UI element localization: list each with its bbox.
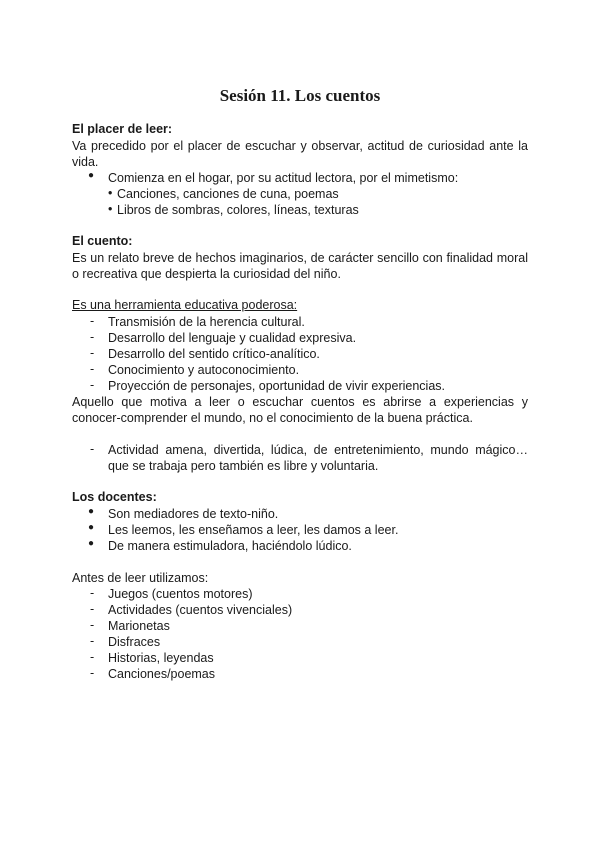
list-item-actividad: Actividad amena, divertida, lúdica, de entretenimiento, mundo mágico… que se trabaja pero también es libre y voluntaria. bbox=[108, 443, 528, 473]
dash-marker: - bbox=[90, 378, 95, 392]
list-item: Proyección de personajes, oportunidad de vivir experiencias. bbox=[108, 379, 445, 393]
list-item: Transmisión de la herencia cultural. bbox=[108, 315, 305, 329]
paragraph-placer: Va precedido por el placer de escuchar y observar, actitud de curiosidad ante la vida. bbox=[72, 139, 528, 169]
list-item: Disfraces bbox=[108, 635, 161, 649]
list-item: Les leemos, les enseñamos a leer, les damos a leer. bbox=[108, 523, 399, 537]
list-item-placer: Comienza en el hogar, por su actitud lectora, por el mimetismo: bbox=[108, 171, 459, 185]
dash-marker: - bbox=[90, 314, 95, 328]
dash-marker: - bbox=[90, 362, 95, 376]
list-item: Son mediadores de texto-niño. bbox=[108, 507, 279, 521]
paragraph-cuento: Es un relato breve de hechos imaginarios, de carácter sencillo con finalidad moral o recreativa que despierta la curiosidad del niño. bbox=[72, 251, 528, 281]
heading-antes: Antes de leer utilizamos: bbox=[72, 571, 209, 585]
heading-placer: El placer de leer: bbox=[72, 122, 173, 136]
heading-herramienta: Es una herramienta educativa poderosa: bbox=[72, 298, 298, 312]
sub-item: Canciones, canciones de cuna, poemas bbox=[117, 187, 339, 201]
sub-bullet-marker: • bbox=[108, 186, 113, 200]
list-item: Canciones/poemas bbox=[108, 667, 216, 681]
list-item: Marionetas bbox=[108, 619, 170, 633]
list-item: Desarrollo del sentido crítico-analítico. bbox=[108, 347, 320, 361]
list-item: Conocimiento y autoconocimiento. bbox=[108, 363, 300, 377]
list-item: Historias, leyendas bbox=[108, 651, 214, 665]
dash-marker: - bbox=[90, 602, 95, 616]
dash-marker: - bbox=[90, 346, 95, 360]
dash-marker: - bbox=[90, 586, 95, 600]
sub-bullet-marker: • bbox=[108, 202, 113, 216]
bullet-marker: ● bbox=[88, 538, 95, 549]
dash-marker: - bbox=[90, 650, 95, 664]
dash-marker: - bbox=[90, 442, 95, 456]
sub-item: Libros de sombras, colores, líneas, texturas bbox=[117, 203, 359, 217]
bullet-marker: ● bbox=[88, 506, 95, 517]
paragraph-motiva: Aquello que motiva a leer o escuchar cuentos es abrirse a experiencias y conocer-comprender el mundo, no el conocimiento de la buena práctica. bbox=[72, 395, 528, 425]
page-title: Sesión 11. Los cuentos bbox=[219, 86, 381, 105]
bullet-marker: ● bbox=[88, 522, 95, 533]
list-item: Juegos (cuentos motores) bbox=[108, 587, 253, 601]
bullet-marker: ● bbox=[88, 170, 95, 181]
dash-marker: - bbox=[90, 666, 95, 680]
dash-marker: - bbox=[90, 618, 95, 632]
dash-marker: - bbox=[90, 634, 95, 648]
list-item: Actividades (cuentos vivenciales) bbox=[108, 603, 293, 617]
heading-cuento: El cuento: bbox=[72, 234, 133, 248]
heading-docentes: Los docentes: bbox=[72, 490, 157, 504]
dash-marker: - bbox=[90, 330, 95, 344]
list-item: De manera estimuladora, haciéndolo lúdico. bbox=[108, 539, 352, 553]
list-item: Desarrollo del lenguaje y cualidad expresiva. bbox=[108, 331, 357, 345]
